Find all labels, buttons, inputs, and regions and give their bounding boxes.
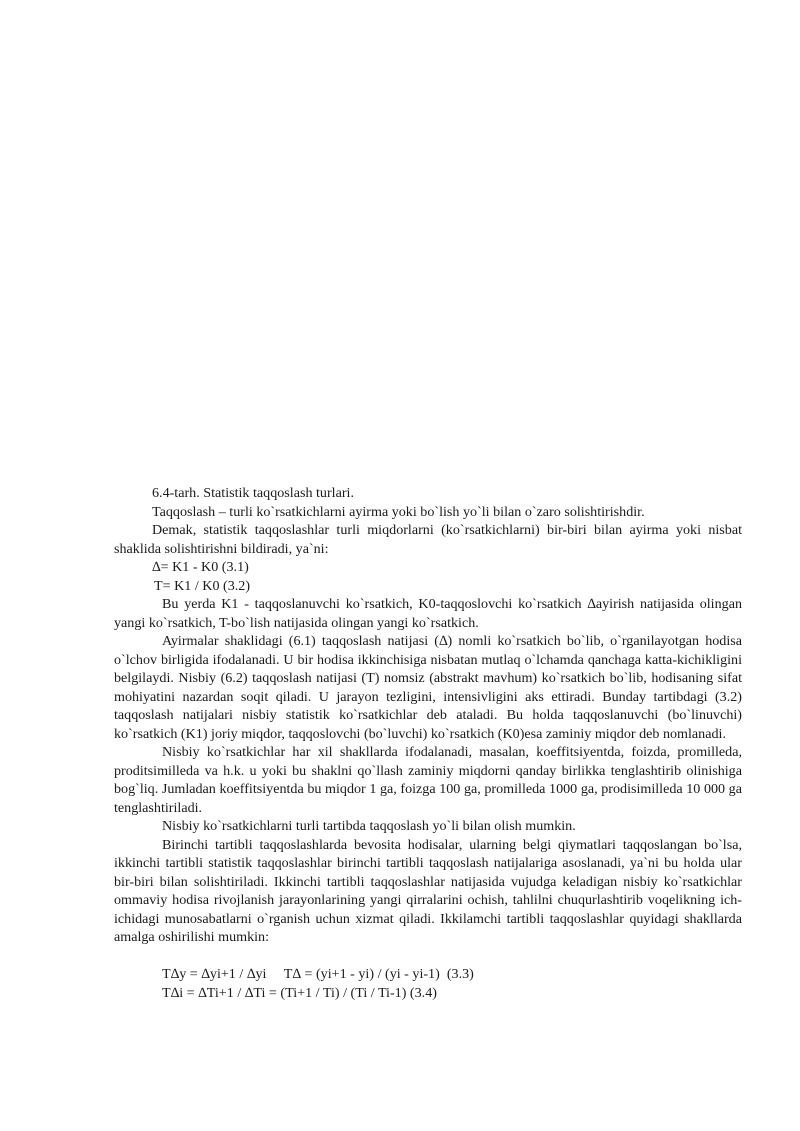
second-order-paragraph: Birinchi tartibli taqqoslashlarda bevosita hodisalar, ularning belgi qiymatlari taqqoslangan bo`lsa, ikkinchi tartibli statistik taqqoslashlar birinchi tartibli taqqoslash natijalariga asoslanadi, ya`ni bu holda ular bir-biri bilan solishtiriladi. Ikkinchi tartibli taqqoslashlar natijasida vujudga keladigan nisbiy ko`rsatkichlar ommaviy hodisa rivojlanish jarayonlarining yangi qirralarini ochish, tahlilni chuqurlashtirib voqelikning ich-ichidagi munosabatlarni o`rganish uchun xizmat qiladi. Ikkilamchi tartibli taqqoslashlar quyidagi shakllarda amalga oshirilishi mumkin: <box>114 836 742 945</box>
difference-explanation-paragraph: Ayirmalar shaklidagi (6.1) taqqoslash natijasi (∆) nomli ko`rsatkich bo`lib, o`rganilayotgan hodisa o`lchov birligida ifodalanadi. U bir hodisa ikkinchisiga nisbatan mutlaq o`lchamda qanchaga katta-kichikligini belgilaydi. Nisbiy (6.2) taqqoslash natijasi (T) nomsiz (abstrakt mavhum) ko`rsatkich bo`lib, hodisaning sifat mohiyatini nazardan soqit qiladi. U jarayon tezligini, intensivligini aks ettiradi. Bunday tartibdagi (3.2) taqqoslash natijalari nisbiy statistik ko`rsatkichlar deb ataladi. Bu holda taqqoslanuvchi (bo`linuvchi) ko`rsatkich (K1) joriy miqdor, taqqoslovchi (bo`luvchi) ko`rsatkich (K0)esa zaminiy miqdor deb nomlanadi. <box>114 633 742 742</box>
document-body <box>114 484 742 1002</box>
blank-line <box>114 947 742 966</box>
formula-3-3: T∆y = ∆yi+1 / ∆yi T∆ = (yi+1 - yi) / (yi - yi-1) (3.3) <box>162 966 474 982</box>
relative-forms-paragraph: Nisbiy ko`rsatkichlar har xil shakllarda ifodalanadi, masalan, koeffitsiyentda, foizda, promilleda, proditsimilleda va h.k. u yoki bu shaklni qo`llash zaminiy miqdorni qanday birlikka tenglashtirib olinishiga bog`liq. Jumladan koeffitsiyentda bu miqdor 1 ga, foizga 100 ga, promilleda 1000 ga, prodisimilleda 10 000 ga tenglashtiriladi. <box>114 744 742 816</box>
formula-difference: ∆= K1 - K0 (3.1) <box>152 559 249 575</box>
notation-paragraph: Bu yerda K1 - taqqoslanuvchi ko`rsatkich, K0-taqqoslovchi ko`rsatkich ∆ayirish natijasida olingan yangi ko`rsatkich, T-bo`lish natijasida olingan yangi ko`rsatkich. <box>114 596 742 631</box>
section-heading: 6.4-tarh. Statistik taqqoslash turlari. <box>152 485 354 501</box>
comparison-order-paragraph: Nisbiy ko`rsatkichlarni turli tartibda taqqoslash yo`li bilan olish mumkin. <box>162 818 576 834</box>
definition-paragraph: Taqqoslash – turli ko`rsatkichlarni ayirma yoki bo`lish yo`li bilan o`zaro solishtirishdir. <box>152 503 645 520</box>
intro-paragraph: Demak, statistik taqqoslashlar turli miqdorlarni (ko`rsatkichlarni) bir-biri bilan ayirma yoki nisbat shaklida solishtirishni bildiradi, ya`ni: <box>114 522 742 557</box>
formula-3-4: T∆i = ∆Ti+1 / ∆Ti = (Ti+1 / Ti) / (Ti / Ti-1) (3.4) <box>162 984 437 1001</box>
formula-ratio: T= K1 / K0 (3.2) <box>154 577 251 594</box>
